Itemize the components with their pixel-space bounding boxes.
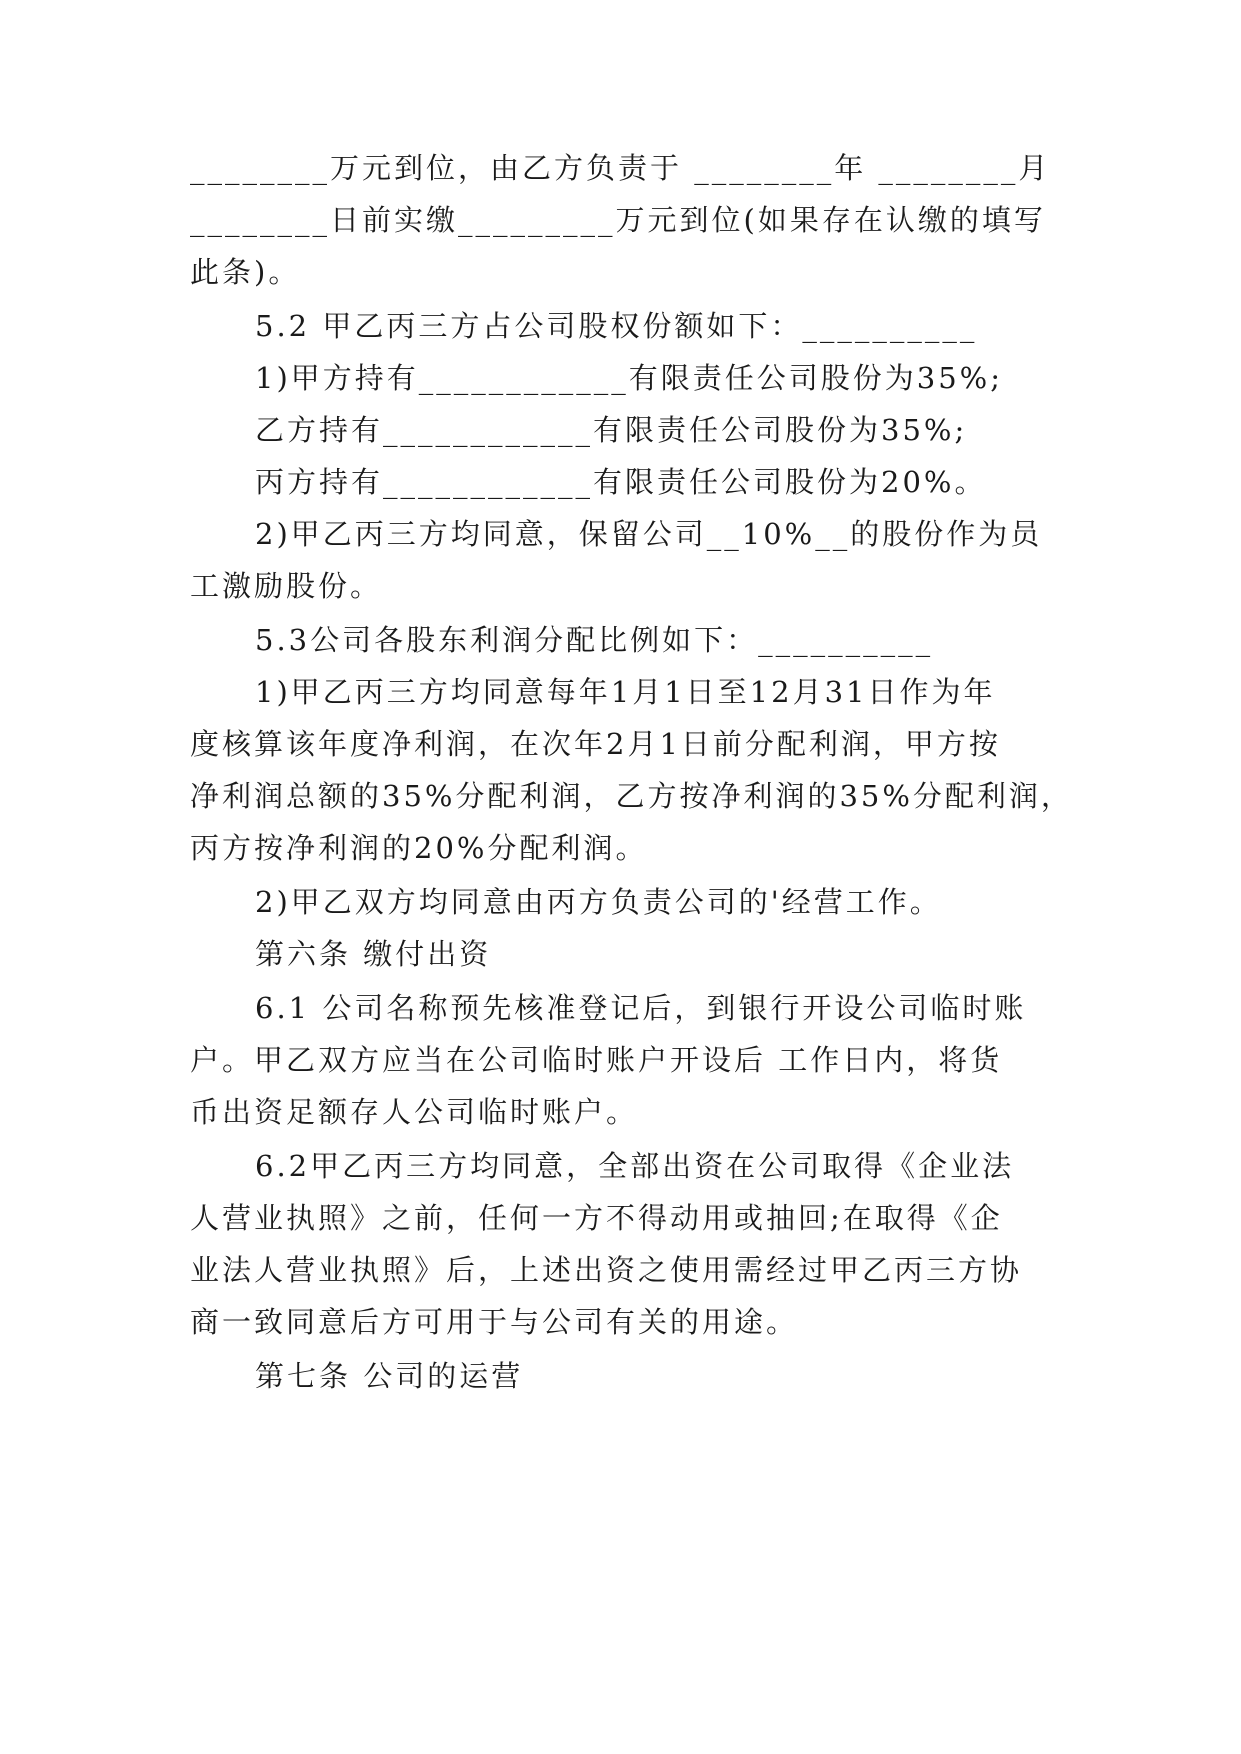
text-line: 丙方按净利润的20%分配利润。: [190, 831, 648, 865]
clause-5-3-heading: 5.3公司各股东利润分配比例如下：__________: [255, 623, 934, 657]
text-line: 乙方持有____________有限责任公司股份为35%;: [255, 413, 968, 447]
text-line: 业法人营业执照》后，上述出资之使用需经过甲乙丙三方协: [190, 1253, 1023, 1287]
article-6-heading: 第六条 缴付出资: [255, 937, 492, 971]
text-line: 度核算该年度净利润，在次年2月1日前分配利润，甲方按: [190, 727, 1001, 761]
article-7-heading: 第七条 公司的运营: [255, 1359, 524, 1393]
text-line: 2)甲乙双方均同意由丙方负责公司的'经营工作。: [255, 885, 942, 919]
text-line: 此条)。: [190, 255, 301, 289]
text-line: 净利润总额的35%分配利润，乙方按净利润的35%分配利润，: [190, 779, 1073, 813]
text-line: 丙方持有____________有限责任公司股份为20%。: [255, 465, 987, 499]
text-line: 2)甲乙丙三方均同意，保留公司__10%__的股份作为员: [255, 517, 1043, 551]
text-line: 6.1 公司名称预先核准登记后，到银行开设公司临时账: [255, 991, 1027, 1025]
text-line: 人营业执照》之前，任何一方不得动用或抽回;在取得《企: [190, 1201, 1003, 1235]
text-line: 币出资足额存人公司临时账户。: [190, 1095, 639, 1129]
text-line: 商一致同意后方可用于与公司有关的用途。: [190, 1305, 799, 1339]
text-line: 6.2甲乙丙三方均同意，全部出资在公司取得《企业法: [255, 1149, 1015, 1183]
text-line: ________万元到位，由乙方负责于 ________年 ________月: [190, 151, 1051, 185]
text-line: 户。甲乙双方应当在公司临时账户开设后 工作日内，将货: [190, 1043, 1003, 1077]
text-line: ________日前实缴_________万元到位(如果存在认缴的填写: [190, 203, 1046, 237]
clause-5-2-heading: 5.2 甲乙丙三方占公司股权份额如下：__________: [255, 309, 978, 343]
text-line: 1)甲乙丙三方均同意每年1月1日至12月31日作为年: [255, 675, 996, 709]
text-line: 工激励股份。: [190, 569, 383, 603]
text-line: 1)甲方持有____________有限责任公司股份为35%;: [255, 361, 1003, 395]
